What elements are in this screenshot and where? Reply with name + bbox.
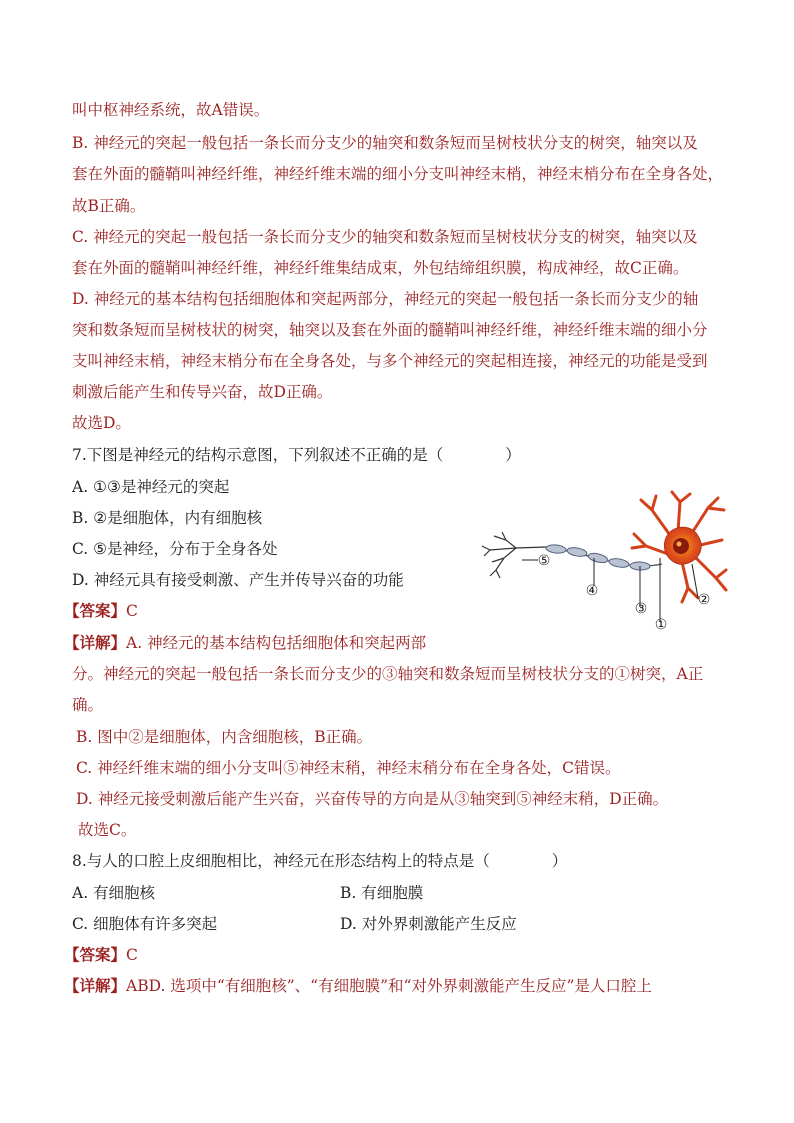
text-line: 突和数条短而呈树枝状的树突，轴突以及套在外面的髓鞘叫神经纤维，神经纤维末端的细小分	[72, 321, 708, 339]
detail-text: A. 神经元的基本结构包括细胞体和突起两部	[126, 634, 427, 652]
text-line: 确。	[72, 696, 104, 714]
text-line: 套在外面的髓鞘叫神经纤维，神经纤维集结成束，外包结缔组织膜，构成神经，故C正确。	[72, 259, 689, 277]
question-7-option-c: C. ⑤是神经，分布于全身各处	[72, 540, 278, 558]
detail-line	[64, 633, 426, 653]
question-8-option-c: C. 细胞体有许多突起	[72, 915, 218, 933]
text-line: D. 神经元接受刺激后能产生兴奋，兴奋传导的方向是从③轴突到⑤神经末稍，D正确。	[76, 790, 669, 808]
answer-tag: 【答案】	[64, 601, 127, 620]
text-line: B. 神经元的突起一般包括一条长而分支少的轴突和数条短而呈树枝状分支的树突，轴突以及	[72, 134, 698, 152]
text-line: 套在外面的髓鞘叫神经纤维，神经纤维末端的细小分支叫神经末梢，神经末梢分布在全身各处，	[72, 165, 724, 183]
detail-tag: 【详解】	[64, 976, 127, 995]
text-line: 故选C。	[78, 821, 137, 839]
text-line: 叫中枢神经系统，故A错误。	[72, 101, 270, 119]
answer-line	[64, 601, 138, 621]
text-line: 分。神经元的突起一般包括一条长而分支少的③轴突和数条短而呈树枝状分支的①树突，A正	[72, 665, 704, 683]
text-line: 支叫神经末梢，神经末梢分布在全身各处，与多个神经元的突起相连接，神经元的功能是受到	[72, 352, 708, 370]
question-7-stem: 7.下图是神经元的结构示意图，下列叙述不正确的是（ ）	[72, 446, 521, 464]
question-8-stem: 8.与人的口腔上皮细胞相比，神经元在形态结构上的特点是（ ）	[72, 852, 568, 870]
label-1: ①	[654, 617, 668, 633]
label-4: ④	[585, 583, 599, 599]
text-line: B. 图中②是细胞体，内含细胞核，B正确。	[76, 728, 373, 746]
text-line: D. 神经元的基本结构包括细胞体和突起两部分，神经元的突起一般包括一条长而分支少的轴	[72, 290, 699, 308]
question-8-option-a: A. 有细胞核	[72, 884, 156, 902]
text-line: C. 神经元的突起一般包括一条长而分支少的轴突和数条短而呈树枝状分支的树突，轴突以及	[72, 228, 698, 246]
text-line: C. 神经纤维末端的细小分支叫⑤神经末稍，神经末稍分布在全身各处，C错误。	[76, 759, 621, 777]
label-5: ⑤	[537, 553, 551, 569]
nucleolus	[677, 542, 682, 547]
detail-tag: 【详解】	[64, 633, 127, 652]
question-8-option-b: B. 有细胞膜	[340, 884, 424, 902]
answer-line	[64, 945, 138, 965]
detail-line	[64, 976, 652, 996]
question-8-option-d: D. 对外界刺激能产生反应	[340, 915, 517, 933]
detail-text: ABD. 选项中“有细胞核”、“有细胞膜”和“对外界刺激能产生反应”是人口腔上	[126, 977, 652, 995]
answer-value: C	[126, 946, 138, 964]
axon-terminal	[482, 532, 546, 578]
text-line: 刺激后能产生和传导兴奋，故D正确。	[72, 383, 333, 401]
label-3: ③	[634, 601, 648, 617]
text-line: 故B正确。	[72, 197, 146, 215]
question-7-option-b: B. ②是细胞体，内有细胞核	[72, 509, 263, 527]
answer-value: C	[126, 602, 138, 620]
label-2: ②	[697, 592, 711, 608]
question-7-option-d: D. 神经元具有接受刺激、产生并传导兴奋的功能	[72, 571, 404, 589]
question-7-option-a: A. ①③是神经元的突起	[72, 478, 230, 496]
answer-tag: 【答案】	[64, 945, 127, 964]
neuron-diagram	[476, 490, 730, 635]
text-line: 故选D。	[72, 414, 131, 432]
nucleus	[673, 538, 689, 554]
